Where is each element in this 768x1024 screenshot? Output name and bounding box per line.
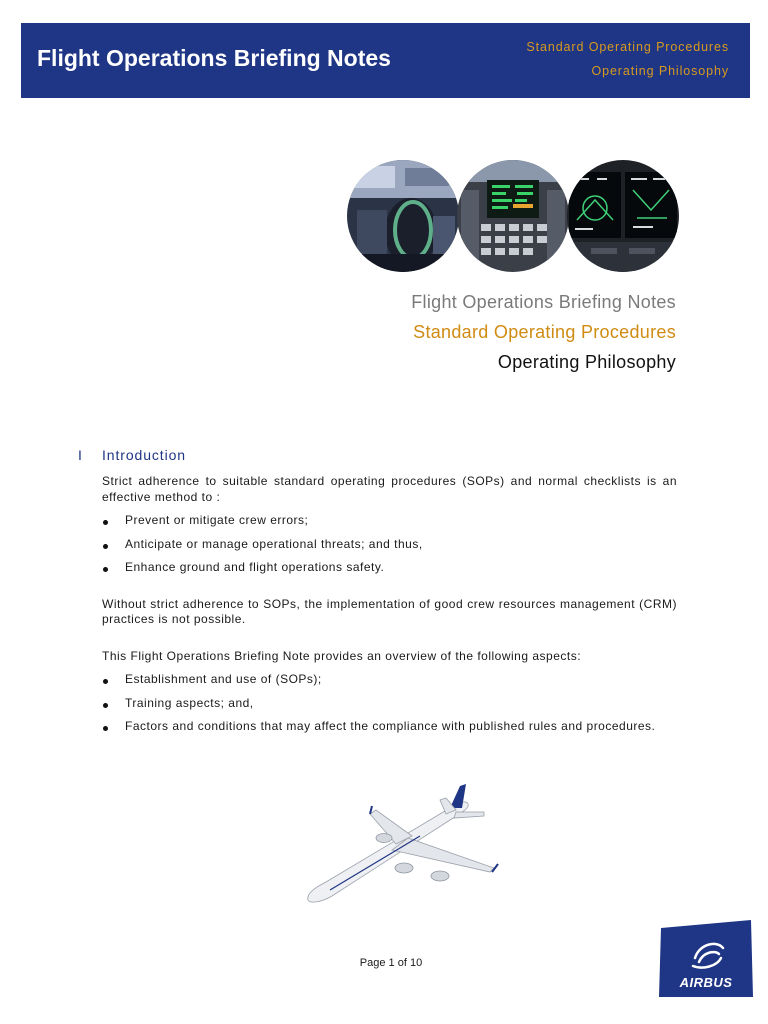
- aspects-list: [102, 672, 677, 735]
- section-number: I: [78, 447, 83, 463]
- cockpit-display-photo: [567, 160, 679, 272]
- intro-paragraph: Strict adherence to suitable standard operating procedures (SOPs) and normal checklists is an effective method to :: [102, 474, 677, 504]
- section-body: [102, 474, 677, 735]
- page-number: Page 1 of 10: [359, 957, 423, 969]
- header-title: Flight Operations Briefing Notes: [37, 45, 391, 71]
- list-item: Enhance ground and flight operations safety.: [102, 560, 677, 576]
- list-item: Prevent or mitigate crew errors;: [102, 513, 677, 529]
- airbus-wordmark: AIRBUS: [679, 975, 733, 990]
- airbus-logo: [659, 920, 753, 997]
- cockpit-throttle-photo: [347, 160, 459, 272]
- header-banner: [21, 23, 750, 98]
- list-item: Establishment and use of (SOPs);: [102, 672, 677, 688]
- header-subtitle-philosophy: Operating Philosophy: [591, 64, 729, 78]
- title-category: Standard Operating Procedures: [413, 322, 676, 342]
- header-subtitle-sop: Standard Operating Procedures: [526, 40, 729, 54]
- section-heading: [78, 447, 186, 463]
- cockpit-mcdu-photo: [457, 160, 569, 272]
- list-item: Training aspects; and,: [102, 696, 677, 712]
- cockpit-photo-strip: [347, 160, 679, 273]
- title-series: Flight Operations Briefing Notes: [411, 292, 676, 312]
- document-title-block: [411, 287, 676, 377]
- airbus-aircraft-illustration: [300, 778, 502, 908]
- section-title: Introduction: [102, 447, 186, 463]
- list-item: Factors and conditions that may affect the compliance with published rules and procedures.: [102, 719, 677, 735]
- objectives-list: [102, 513, 677, 576]
- title-topic: Operating Philosophy: [497, 352, 676, 372]
- crm-paragraph: Without strict adherence to SOPs, the implementation of good crew resources management (CRM) practices is not possible.: [102, 596, 677, 626]
- overview-paragraph: This Flight Operations Briefing Note provides an overview of the following aspects:: [102, 648, 582, 663]
- list-item: Anticipate or manage operational threats; and thus,: [102, 537, 677, 553]
